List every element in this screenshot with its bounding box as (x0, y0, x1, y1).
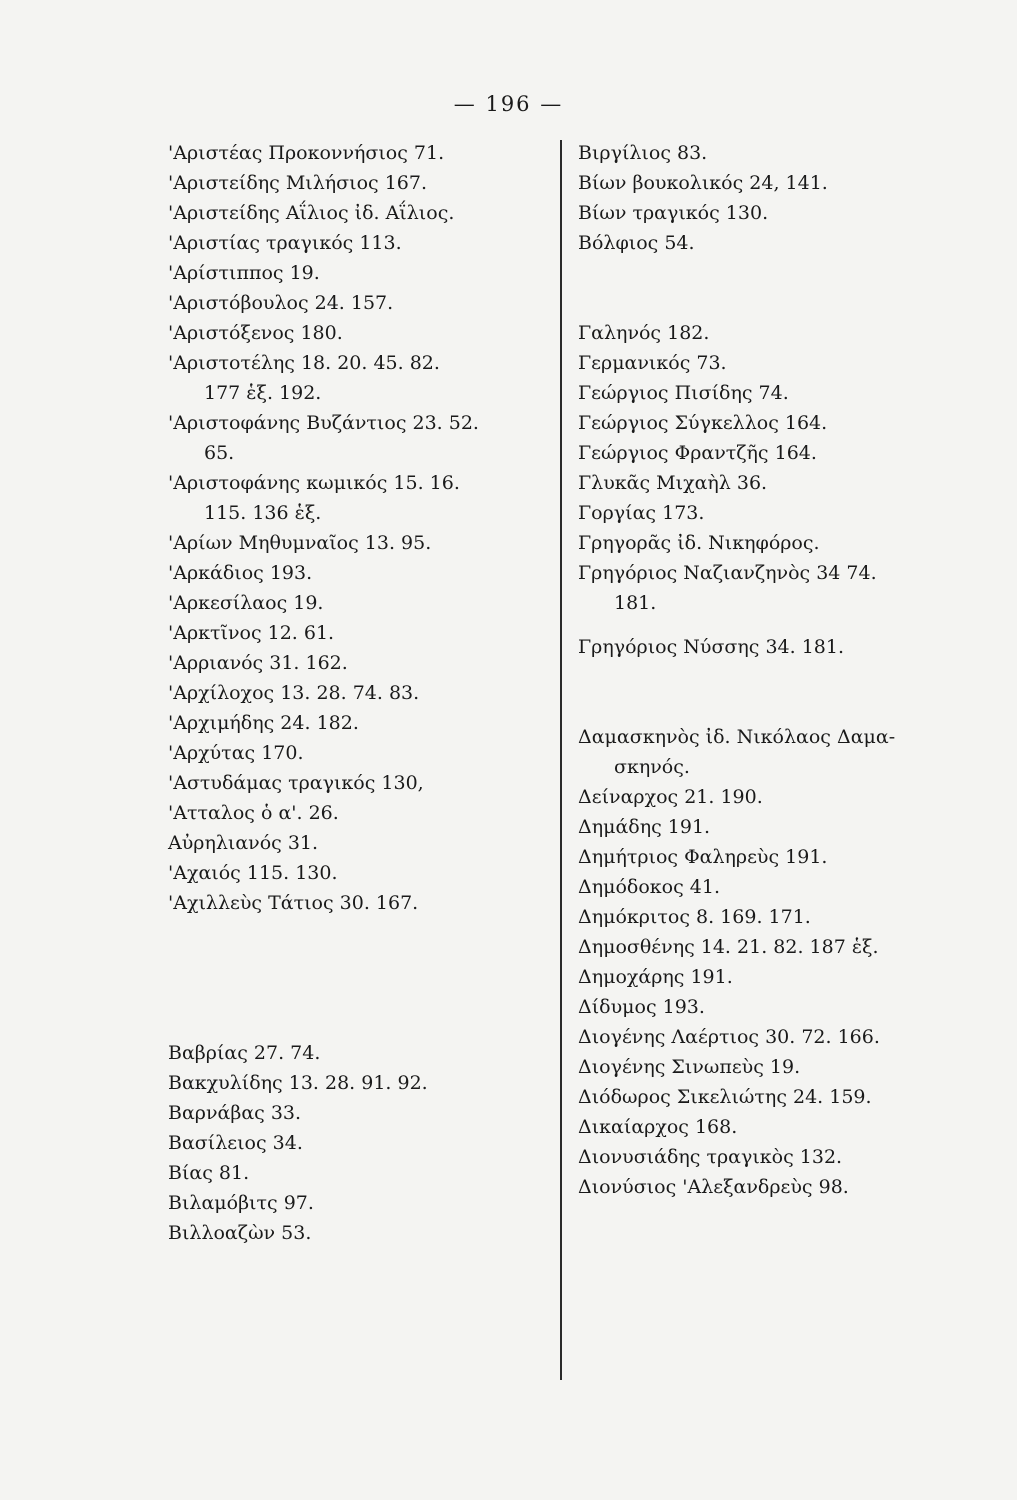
index-entry: Γρηγορᾶς ἰδ. Νικηφόρος. (578, 532, 820, 554)
index-entry: 'Ατταλος ὁ α'. 26. (168, 802, 339, 824)
index-entry: 'Αριστέας Προκοννήσιος 71. (168, 142, 445, 164)
block-spacer (578, 258, 978, 318)
index-entry: Διονύσιος 'Αλεξανδρεὺς 98. (578, 1176, 849, 1198)
index-entry: Γεώργιος Σύγκελλος 164. (578, 412, 828, 434)
index-block-beta (168, 1038, 558, 1248)
index-entry: Δημάδης 191. (578, 816, 711, 838)
column-divider (560, 140, 562, 1380)
index-entry: Βίας 81. (168, 1162, 250, 1184)
index-entry: Διονυσιάδης τραγικὸς 132. (578, 1146, 843, 1168)
index-entry: Διογένης Σινωπεὺς 19. (578, 1056, 801, 1078)
index-entry: 'Αρχίλοχος 13. 28. 74. 83. (168, 682, 420, 704)
index-entry: 'Αριστόβουλος 24. 157. (168, 292, 394, 314)
index-entry: Βόλφιος 54. (578, 232, 695, 254)
index-entry: 181. (614, 592, 657, 614)
right-column (578, 138, 978, 1202)
index-entry: Δείναρχος 21. 190. (578, 786, 763, 808)
index-entry: 'Αστυδάμας τραγικός 130, (168, 772, 424, 794)
index-entry: Γρηγόριος Ναζιανζηνὸς 34 74. (578, 562, 877, 584)
index-entry: 'Αριστοφάνης κωμικός 15. 16. (168, 472, 460, 494)
block-spacer (168, 918, 558, 1038)
index-entry: Γερμανικός 73. (578, 352, 727, 374)
page-number: — 196 — (453, 92, 564, 116)
index-entry: Δημόδοκος 41. (578, 876, 720, 898)
index-block-delta (578, 722, 978, 1202)
index-entry: Δαμασκηνὸς ἰδ. Νικόλαος Δαμα- (578, 726, 896, 748)
index-entry: 'Αριστίας τραγικός 113. (168, 232, 402, 254)
index-entry: Γεώργιος Πισίδης 74. (578, 382, 789, 404)
index-entry: 'Αχαιός 115. 130. (168, 862, 338, 884)
block-spacer (578, 662, 978, 722)
index-entry: 'Αριστείδης Μιλήσιος 167. (168, 172, 428, 194)
index-entry: 'Αριστόξενος 180. (168, 322, 343, 344)
index-entry: Βακχυλίδης 13. 28. 91. 92. (168, 1072, 428, 1094)
index-entry: 'Αρίων Μηθυμναῖος 13. 95. (168, 532, 432, 554)
index-entry: Γλυκᾶς Μιχαὴλ 36. (578, 472, 768, 494)
index-entry: Γοργίας 173. (578, 502, 705, 524)
index-entry: Δικαίαρχος 168. (578, 1116, 738, 1138)
index-entry: Βιργίλιος 83. (578, 142, 708, 164)
index-entry: 'Αχιλλεὺς Τάτιος 30. 167. (168, 892, 419, 914)
index-entry: 'Αρριανός 31. 162. (168, 652, 348, 674)
index-entry: 'Αριστείδης Αΐλιος ἰδ. Αΐλιος. (168, 202, 455, 224)
index-entry: 'Αρκεσίλαος 19. (168, 592, 324, 614)
index-block-gamma-cont (578, 632, 978, 662)
index-entry: 'Αρχιμήδης 24. 182. (168, 712, 359, 734)
index-entry: Δημοχάρης 191. (578, 966, 733, 988)
index-entry: Δημήτριος Φαληρεὺς 191. (578, 846, 828, 868)
index-entry: 'Αρκάδιος 193. (168, 562, 313, 584)
index-entry: 'Αρίστιππος 19. (168, 262, 320, 284)
left-column (168, 138, 558, 1248)
index-entry: Διογένης Λαέρτιος 30. 72. 166. (578, 1026, 880, 1048)
index-entry: Βασίλειος 34. (168, 1132, 303, 1154)
index-entry: σκηνός. (614, 756, 690, 778)
index-entry: Αὐρηλιανός 31. (168, 832, 319, 854)
index-block-beta-cont (578, 138, 978, 258)
block-spacer (578, 618, 978, 632)
index-entry: 'Αριστοτέλης 18. 20. 45. 82. (168, 352, 440, 374)
index-entry: 'Αρκτῖνος 12. 61. (168, 622, 335, 644)
index-block-gamma (578, 318, 978, 618)
index-entry: Γρηγόριος Νύσσης 34. 181. (578, 636, 845, 658)
index-entry: Γεώργιος Φραντζῆς 164. (578, 442, 817, 464)
index-entry: Βαρνάβας 33. (168, 1102, 302, 1124)
index-entry: Βιλλοαζὼν 53. (168, 1222, 312, 1244)
index-block-alpha (168, 138, 558, 918)
index-entry: 65. (204, 442, 235, 464)
index-entry: Βαβρίας 27. 74. (168, 1042, 321, 1064)
index-entry: Διόδωρος Σικελιώτης 24. 159. (578, 1086, 872, 1108)
index-entry: Δημοσθένης 14. 21. 82. 187 ἑξ. (578, 936, 879, 958)
index-entry: Βιλαμόβιτς 97. (168, 1192, 314, 1214)
index-entry: 177 ἑξ. 192. (204, 382, 322, 404)
index-entry: 115. 136 ἑξ. (204, 502, 322, 524)
index-entry: Γαληνός 182. (578, 322, 710, 344)
index-entry: 'Αριστοφάνης Βυζάντιος 23. 52. (168, 412, 479, 434)
index-entry: Βίων τραγικός 130. (578, 202, 769, 224)
index-entry: 'Αρχύτας 170. (168, 742, 304, 764)
index-entry: Δημόκριτος 8. 169. 171. (578, 906, 811, 928)
index-entry: Βίων βουκολικός 24, 141. (578, 172, 828, 194)
index-entry: Δίδυμος 193. (578, 996, 705, 1018)
